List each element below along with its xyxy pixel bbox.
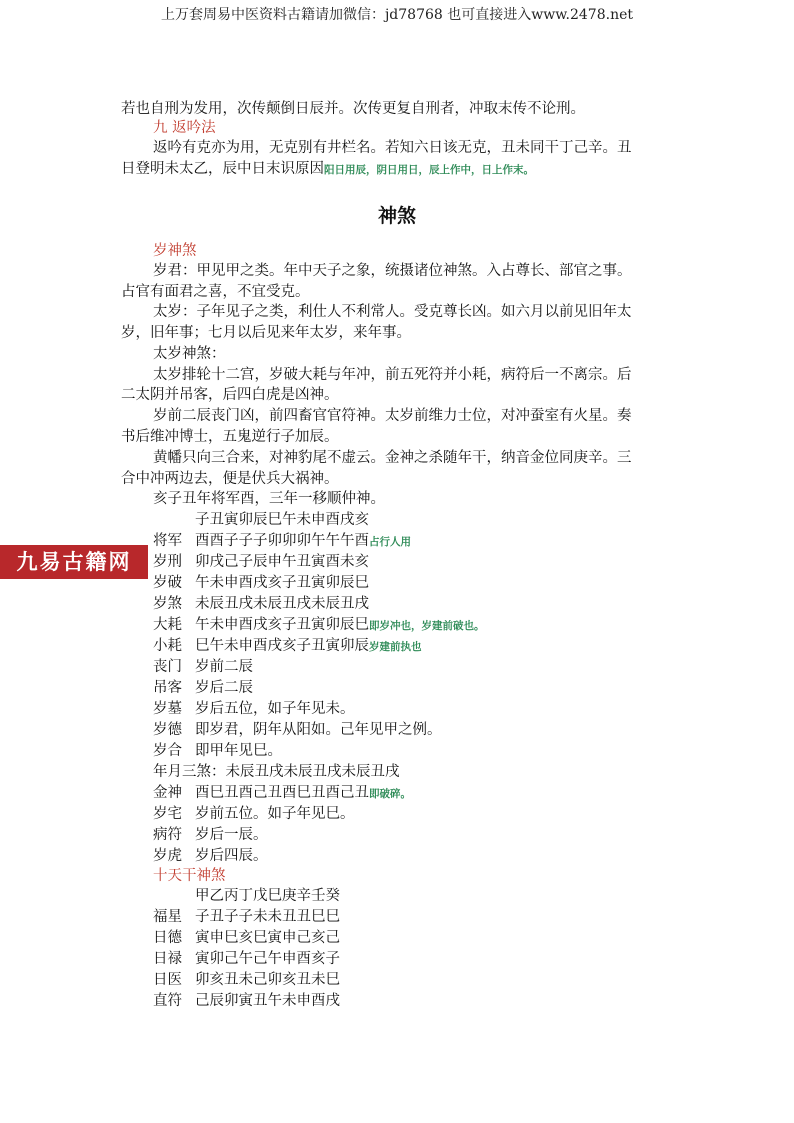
row-value: 岁后五位，如子年见未。 bbox=[195, 701, 355, 717]
row-value: 岁前二辰 bbox=[195, 659, 253, 675]
row-label: 大耗 bbox=[153, 617, 182, 633]
table-row bbox=[153, 532, 411, 552]
row-label: 日医 bbox=[153, 972, 182, 988]
row-label: 福星 bbox=[153, 909, 182, 925]
row-label: 岁合 bbox=[153, 743, 182, 759]
row-value: 寅申巳亥巳寅申己亥己 bbox=[195, 930, 340, 946]
text-line bbox=[121, 160, 534, 180]
text-line: 合中冲两边去，便是伏兵大祸神。 bbox=[121, 471, 339, 487]
row-label: 日德 bbox=[153, 930, 182, 946]
table-row bbox=[153, 847, 268, 866]
page-title: 神煞 bbox=[377, 205, 416, 227]
row-label: 岁宅 bbox=[153, 806, 182, 822]
row-value: 子丑子子未未丑丑巳巳 bbox=[195, 909, 340, 925]
table-row bbox=[153, 637, 422, 657]
annotation-note: 占行人用 bbox=[369, 536, 411, 548]
table-row bbox=[153, 929, 340, 948]
text-line: 岁，旧年事；七月以后见来年太岁，来年事。 bbox=[121, 325, 411, 341]
row-label: 岁虎 bbox=[153, 848, 182, 864]
row-value: 卯亥丑未己卯亥丑未巳 bbox=[195, 972, 340, 988]
table-header: 甲乙丙丁戊巳庚辛壬癸 bbox=[195, 888, 340, 904]
annotation-note: 即岁冲也，岁建前破也。 bbox=[369, 620, 485, 632]
text-line: 书后维冲博士，五鬼逆行子加辰。 bbox=[121, 429, 339, 445]
section-heading: 十天干神煞 bbox=[153, 868, 226, 884]
table-row bbox=[153, 679, 253, 698]
text-line: 太岁：子年见子之类，利仕人不利常人。受克尊长凶。如六月以前见旧年太 bbox=[153, 304, 632, 320]
table-row bbox=[153, 992, 340, 1011]
row-value: 未辰丑戌未辰丑戌未辰丑戌 bbox=[195, 596, 369, 612]
row-label: 日禄 bbox=[153, 951, 182, 967]
row-value: 酉酉子子子卯卯卯午午午酉 bbox=[195, 533, 369, 549]
row-label: 岁德 bbox=[153, 722, 182, 738]
row-value: 即甲年见巳。 bbox=[195, 743, 282, 759]
text-line: 二太阴并吊客，后四白虎是凶神。 bbox=[121, 387, 339, 403]
table-row bbox=[153, 805, 355, 824]
table-row bbox=[153, 700, 355, 719]
text-line: 若也自刑为发用，次传颠倒日辰并。次传更复自刑者，冲取末传不论刑。 bbox=[121, 101, 585, 117]
row-label: 将军 bbox=[153, 533, 182, 549]
text-segment: 日登明未太乙，辰中日末识原因 bbox=[121, 161, 324, 177]
table-row bbox=[153, 950, 340, 969]
row-label: 岁刑 bbox=[153, 554, 182, 570]
table-header: 子丑寅卯辰巳午未申酉戌亥 bbox=[195, 512, 369, 528]
table-row bbox=[153, 742, 282, 761]
table-row bbox=[153, 616, 485, 636]
row-value: 岁后一辰。 bbox=[195, 827, 268, 843]
table-row bbox=[153, 553, 369, 572]
row-label: 直符 bbox=[153, 993, 182, 1009]
text-line: 年月三煞：未辰丑戌未辰丑戌未辰丑戌 bbox=[153, 764, 400, 780]
row-value: 巳午未申酉戌亥子丑寅卯辰 bbox=[195, 638, 369, 654]
row-value: 己辰卯寅丑午未申酉戌 bbox=[195, 993, 340, 1009]
row-label: 病符 bbox=[153, 827, 182, 843]
row-value: 酉巳丑酉己丑酉巳丑酉己丑 bbox=[195, 785, 369, 801]
text-line: 岁前二辰丧门凶，前四畜官官符神。太岁前维力士位，对冲蚕室有火星。奏 bbox=[153, 408, 632, 424]
table-row bbox=[153, 784, 411, 804]
row-value: 午未申酉戌亥子丑寅卯辰巳 bbox=[195, 575, 369, 591]
text-line: 返吟有克亦为用，无克别有井栏名。若知六日该无克，丑未同干丁己辛。丑 bbox=[153, 140, 632, 156]
row-label: 岁煞 bbox=[153, 596, 182, 612]
row-value: 午未申酉戌亥子丑寅卯辰巳 bbox=[195, 617, 369, 633]
page-header: 上万套周易中医资料古籍请加微信：jd78768 也可直接进入www.2478.net bbox=[160, 7, 634, 23]
row-value: 岁后四辰。 bbox=[195, 848, 268, 864]
annotation-note: 阳日用辰，阴日用日，辰上作中，日上作末。 bbox=[324, 164, 534, 176]
row-value: 即岁君，阴年从阳如。己年见甲之例。 bbox=[195, 722, 442, 738]
annotation-note: 岁建前执也 bbox=[369, 641, 422, 653]
table-row bbox=[153, 971, 340, 990]
row-label: 吊客 bbox=[153, 680, 182, 696]
text-line: 太岁神煞： bbox=[153, 346, 226, 362]
text-line: 太岁排轮十二宫，岁破大耗与年冲，前五死符并小耗，病符后一不离宗。后 bbox=[153, 367, 632, 383]
text-line: 黄幡只向三合来，对神豹尾不虚云。金神之杀随年干，纳音金位同庚辛。三 bbox=[153, 450, 632, 466]
section-heading: 九 返吟法 bbox=[153, 120, 216, 136]
table-row bbox=[153, 826, 268, 845]
table-row bbox=[153, 595, 369, 614]
row-label: 金神 bbox=[153, 785, 182, 801]
site-watermark: 九易古籍网 bbox=[0, 545, 148, 579]
row-value: 卯戌己子辰申午丑寅酉未亥 bbox=[195, 554, 369, 570]
text-line: 岁君：甲见甲之类。年中天子之象，统摄诸位神煞。入占尊长、部官之事。 bbox=[153, 263, 632, 279]
table-row bbox=[153, 574, 369, 593]
row-label: 岁墓 bbox=[153, 701, 182, 717]
row-label: 小耗 bbox=[153, 638, 182, 654]
row-value: 寅卯己午己午申酉亥子 bbox=[195, 951, 340, 967]
table-row bbox=[153, 721, 442, 740]
row-value: 岁前五位。如子年见巳。 bbox=[195, 806, 355, 822]
text-line: 亥子丑年将军酉，三年一移顺仲神。 bbox=[153, 491, 385, 507]
text-line: 占官有面君之喜，不宜受克。 bbox=[121, 284, 310, 300]
table-row bbox=[153, 658, 253, 677]
row-label: 丧门 bbox=[153, 659, 182, 675]
section-heading: 岁神煞 bbox=[153, 243, 197, 259]
annotation-note: 即破碎。 bbox=[369, 788, 411, 800]
row-value: 岁后二辰 bbox=[195, 680, 253, 696]
row-label: 岁破 bbox=[153, 575, 182, 591]
table-row bbox=[153, 908, 340, 927]
